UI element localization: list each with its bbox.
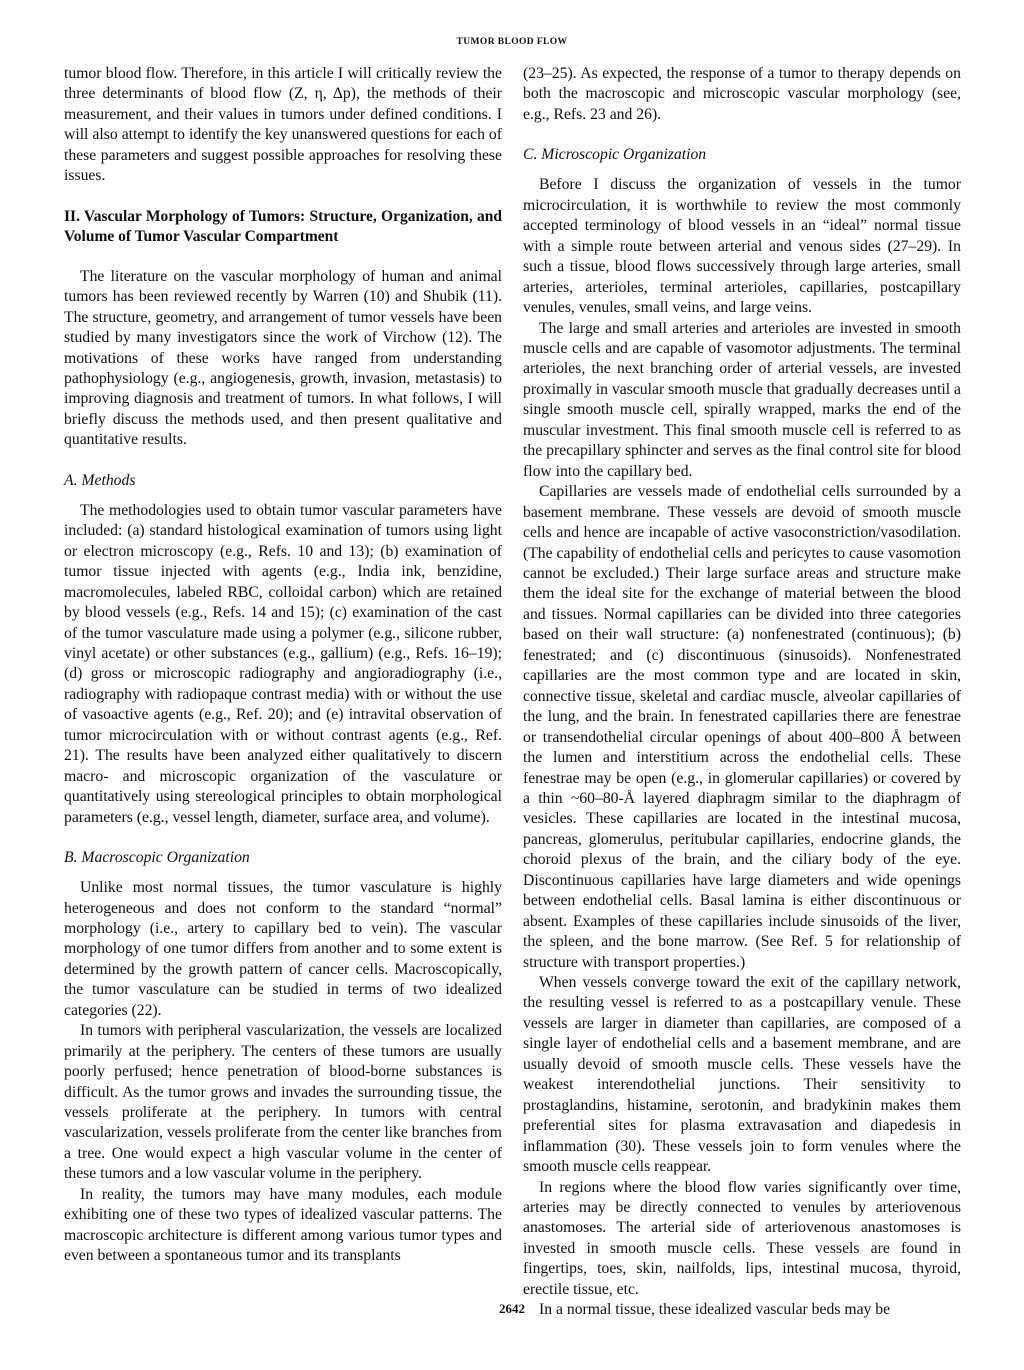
left-column — [64, 64, 502, 1267]
paragraph: tumor blood flow. Therefore, in this article I will critically review the three determinants of blood flow (Z, η, Δp), the methods of their measurement, and their values in tumors under defined conditions. I will also attempt to identify the key unanswered questions for each of these parameters and suggest possible approaches for resolving these issues. — [64, 65, 502, 185]
paragraph: In reality, the tumors may have many modules, each module exhibiting one of these two types of idealized vascular patterns. The macroscopic architecture is different among various tumor types and even between a spontaneous tumor and its transplants — [64, 1185, 502, 1265]
subsection-heading-methods: A. Methods — [64, 471, 136, 489]
subsection-heading-macroscopic: B. Macroscopic Organization — [64, 849, 250, 867]
paragraph: The literature on the vascular morphology of human and animal tumors has been reviewed recently by Warren (10) and Shubik (11). The structure, geometry, and arrangement of tumor vessels have been studied by many investigators since the work of Virchow (12). The motivations of these works have ranged from understanding pathophysiology (e.g., angiogenesis, growth, invasion, metastasis) to improving diagnosis and treatment of tumors. In what follows, I will briefly discuss the methods used, and then present qualitative and quantitative results. — [64, 267, 502, 449]
section-heading: II. Vascular Morphology of Tumors: Structure, Organization, and Volume of Tumor Vascular Compartment — [64, 207, 502, 245]
paragraph: In a normal tissue, these idealized vascular beds may be — [539, 1301, 891, 1319]
paragraph: In regions where the blood flow varies significantly over time, arteries may be directly connected to venules by arteriovenous anastomoses. The arterial side of arteriovenous anastomoses is invested in smooth muscle cells. These vessels are found in fingertips, toes, skin, nailfolds, lips, intestinal mucosa, thyroid, erectile tissue, etc. — [523, 1178, 961, 1298]
right-column — [523, 64, 961, 1321]
paragraph: In tumors with peripheral vascularization, the vessels are localized primarily at the periphery. The centers of these tumors are usually poorly perfused; hence penetration of blood-borne substances is difficult. As the tumor grows and invades the surrounding tissue, the vessels proliferate at the periphery. In tumors with central vascularization, vessels proliferate from the center like branches from a tree. One would expect a high vascular volume in the center of these tumors and a low vascular volume in the periphery. — [64, 1022, 502, 1183]
paragraph: Capillaries are vessels made of endothelial cells surrounded by a basement membrane. These vessels are devoid of smooth muscle cells and hence are incapable of active vasoconstriction/vasodilation. (The capability of endothelial cells and pericytes to cause vasomotion cannot be excluded.) Their large surface areas and structure make them the ideal site for the exchange of material between the blood and tissues. Normal capillaries can be divided into three categories based on their wall structure: (a) nonfenestrated (continuous); (b) fenestrated; and (c) discontinuous (sinusoids). Nonfenestrated capillaries are the most common type and are located in skin, connective tissue, skeletal and cardiac muscle, alveolar capillaries of the lung, and the brain. In fenestrated capillaries there are fenestrae or transendothelial circular openings of about 400–800 Å between the lumen and interstitium across the endothelial cells. These fenestrae may be open (e.g., in glomerular capillaries) or covered by a thin ~60–80-Å layered diaphragm similar to the diaphragm of vesicles. These capillaries are located in the intestinal mucosa, pancreas, glomerulus, peritubular capillaries, endocrine glands, the choroid plexus of the brain, and the ciliary body of the eye. Discontinuous capillaries have large diameters and wide openings between endothelial cells. Basal lamina is either discontinuous or absent. Examples of these capillaries include sinusoids of the liver, the spleen, and the bone marrow. (See Ref. 5 for relationship of structure with transport properties.) — [523, 483, 961, 971]
paragraph: (23–25). As expected, the response of a tumor to therapy depends on both the macroscopic and microscopic vascular morphology (see, e.g., Refs. 23 and 26). — [523, 65, 961, 123]
paragraph: When vessels converge toward the exit of the capillary network, the resulting vessel is referred to as a postcapillary venule. These vessels are larger in diameter than capillaries, are composed of a single layer of endothelial cells and a basement membrane, and are usually devoid of smooth muscle cells. These vessels have the weakest interendothelial junctions. Their sensitivity to prostaglandins, histamine, serotonin, and bradykinin makes them preferential sites for plasma extravasation and diapedesis in inflammation (30). These vessels join to form venules where the smooth muscle cells reappear. — [523, 974, 961, 1176]
page-number: 2642 — [499, 1301, 525, 1316]
paragraph: Before I discuss the organization of vessels in the tumor microcirculation, it is worthwhile to review the most commonly accepted terminology of blood vessels in an “ideal” normal tissue with a simple route between arterial and venous sides (27–29). In such a tissue, blood flows successively through large arteries, small arteries, arterioles, terminal arterioles, capillaries, postcapillary venules, venules, small veins, and large veins. — [523, 176, 961, 317]
paragraph: Unlike most normal tissues, the tumor vasculature is highly heterogeneous and does not conform to the standard “normal” morphology (i.e., artery to capillary bed to vein). The vascular morphology of one tumor differs from another and to some extent is determined by the growth pattern of cancer cells. Macroscopically, the tumor vasculature can be studied in terms of two idealized categories (22). — [64, 879, 502, 1019]
paragraph: The methodologies used to obtain tumor vascular parameters have included: (a) standard histological examination of tumors using light or electron microscopy (e.g., Refs. 10 and 13); (b) examination of tumor tissue injected with agents (e.g., India ink, benzidine, macromolecules, labeled RBC, colloidal carbon) which are retained by blood vessels (e.g., Refs. 14 and 15); (c) examination of the cast of the tumor vasculature made using a polymer (e.g., silicone rubber, vinyl acetate) or other substances (e.g., gallium) (e.g., Refs. 16–19); (d) gross or microscopic radiography and angioradiography (i.e., radiography with radiopaque contrast media) with or without the use of vasoactive agents (e.g., Ref. 20); and (e) intravital observation of tumor microcirculation with or without contrast agents (e.g., Ref. 21). The results have been analyzed either qualitatively to discern macro- and microscopic organization of the vasculature or quantitatively using stereological principles to obtain morphological parameters (e.g., vessel length, diameter, surface area, and volume). — [64, 501, 502, 826]
running-head: TUMOR BLOOD FLOW — [456, 37, 568, 47]
paragraph: The large and small arteries and arterioles are invested in smooth muscle cells and are capable of vasomotor adjustments. The terminal arterioles, the next branching order of arterial vessels, are invested proximally in vascular smooth muscle that gradually decreases until a single smooth muscle cell, spirally wrapped, marks the end of the muscular investment. This final smooth muscle cell is referred to as the precapillary sphincter and serves as the final control site for blood flow into the capillary bed. — [523, 319, 961, 480]
subsection-heading-microscopic: C. Microscopic Organization — [523, 146, 707, 164]
